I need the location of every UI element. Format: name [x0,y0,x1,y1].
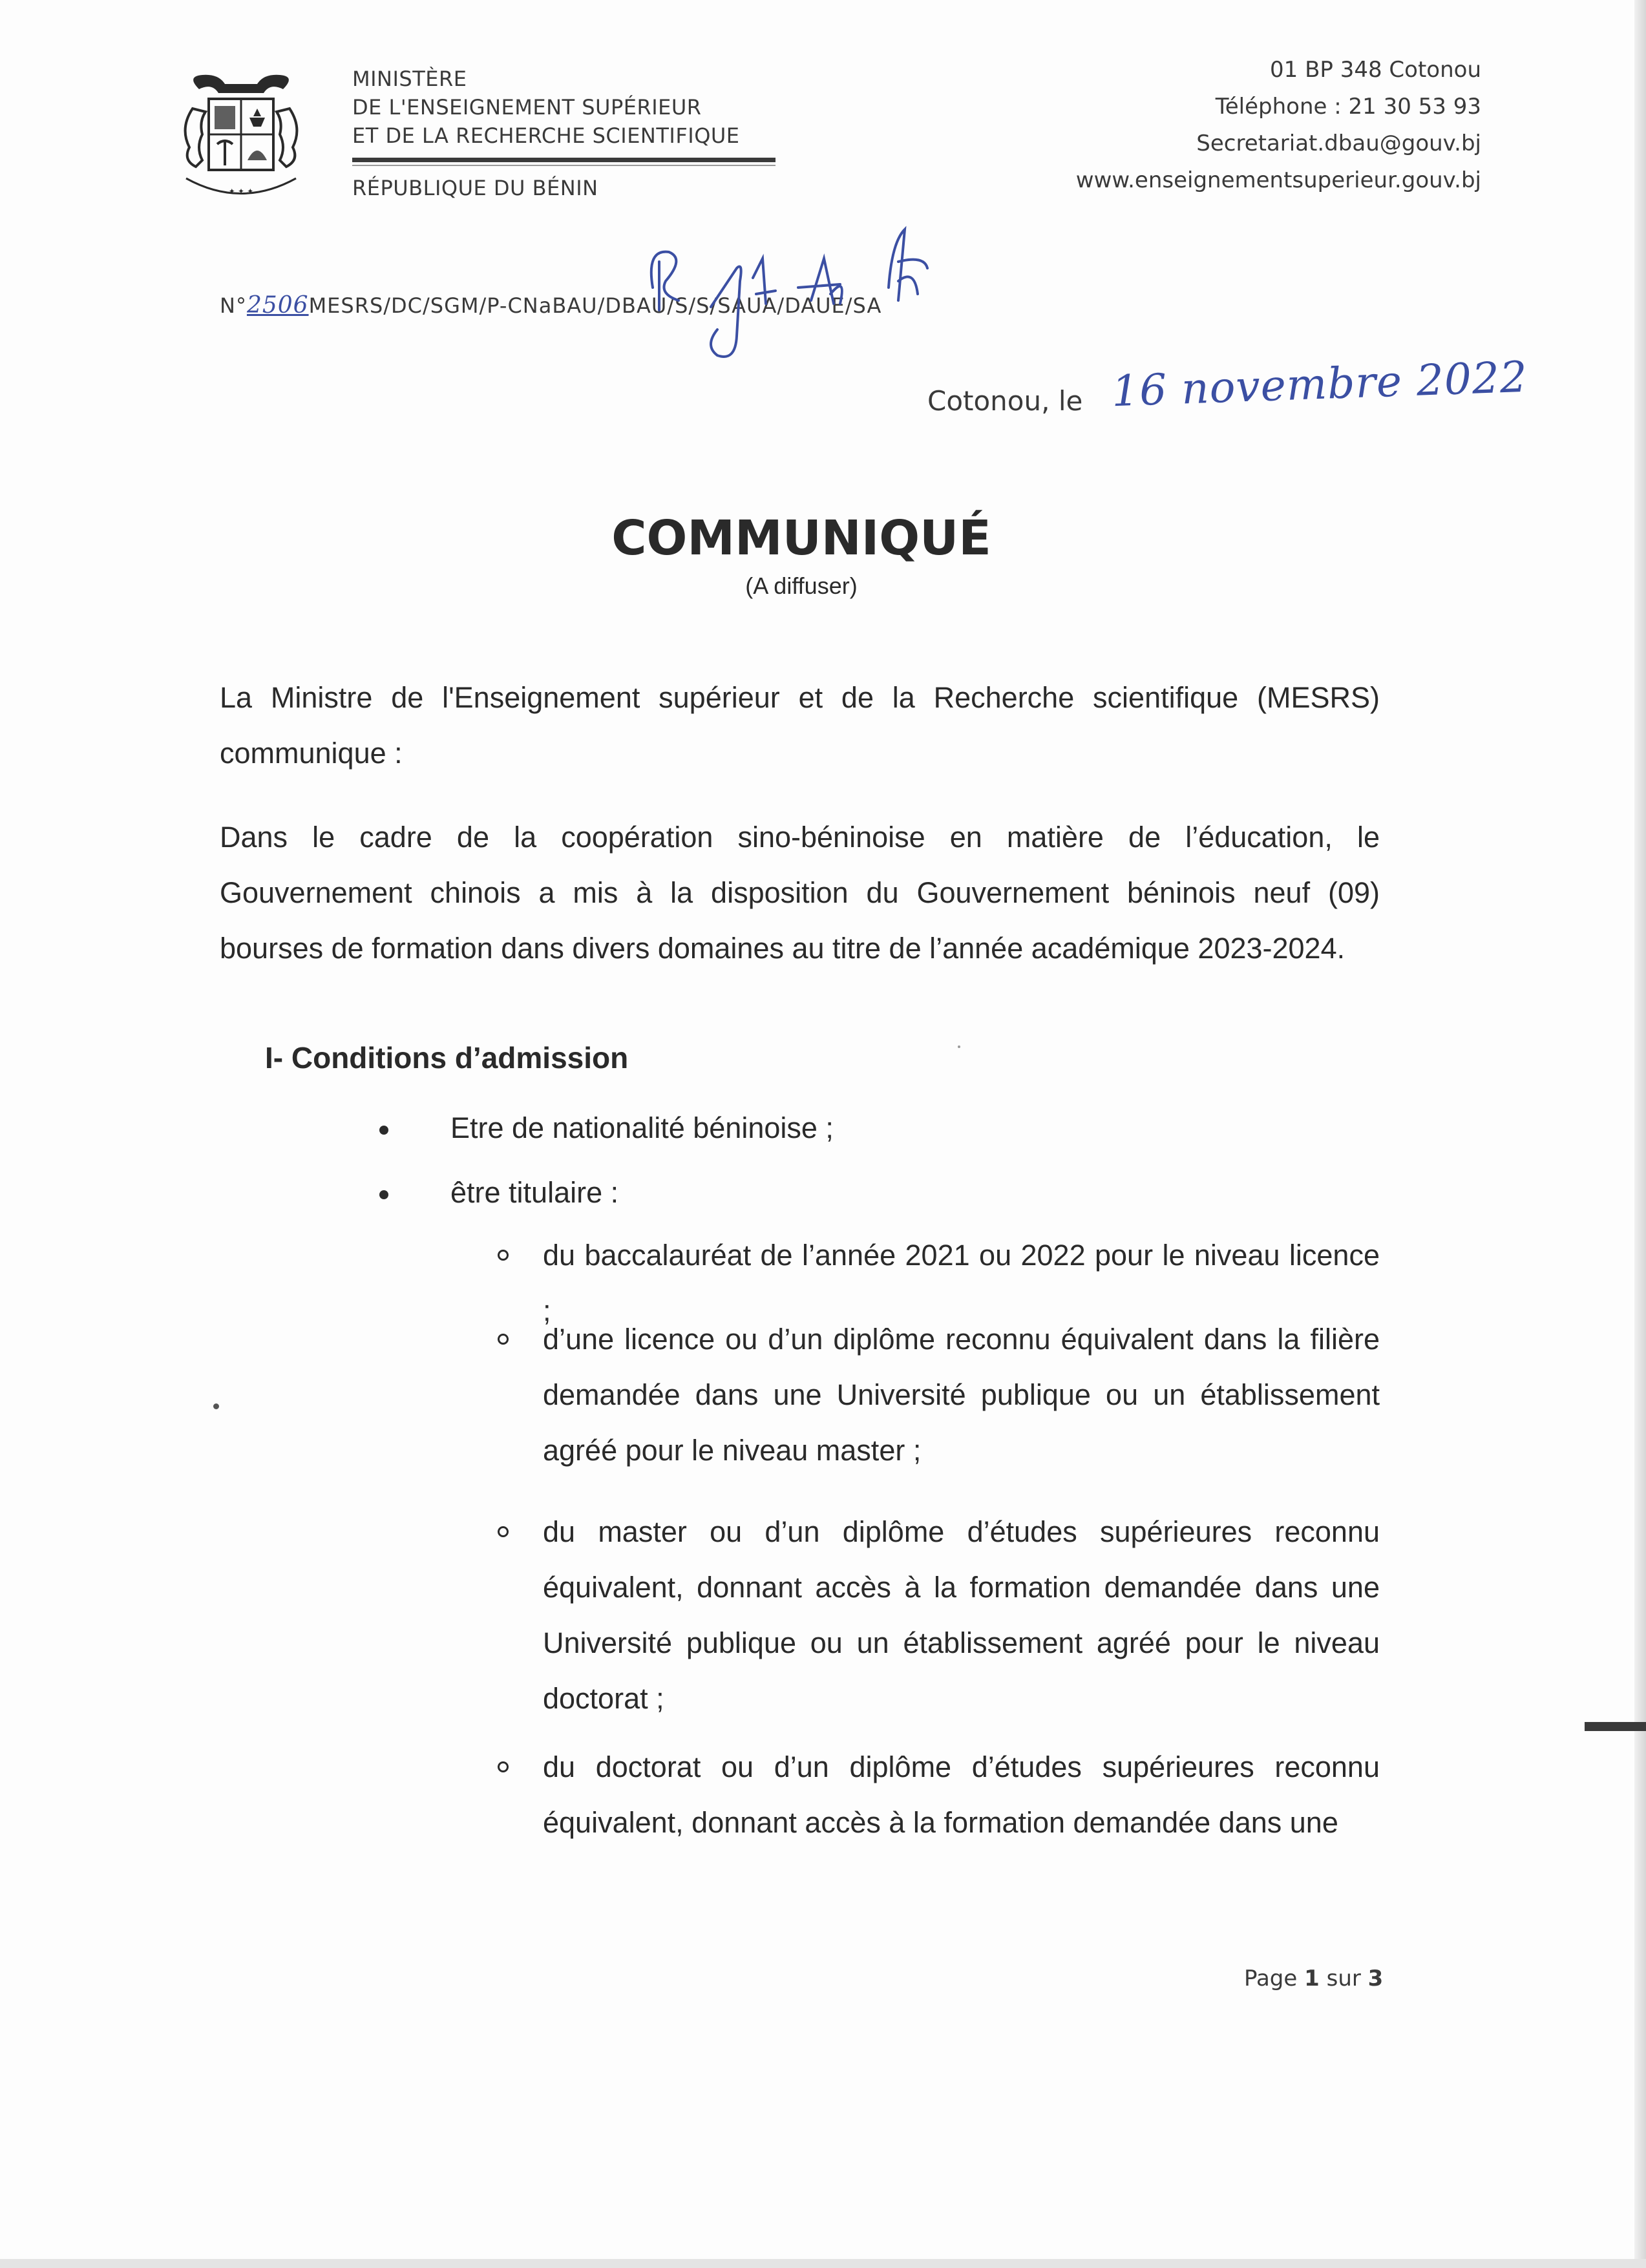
bullet-dot [379,1126,388,1135]
date-handwritten: 16 novembre 2022 [1110,352,1529,417]
contact-block [1076,52,1481,199]
header-rule [352,158,776,162]
contact-website: www.enseignementsuperieur.gouv.bj [1075,167,1481,193]
reference-code: MESRS/DC/SGM/P-CNaBAU/DBAU/S/S/SAUA/DAUE/SA [308,293,882,318]
list-item [450,1176,618,1210]
handwritten-initials [640,223,937,372]
sub-list-item [543,1739,1380,1851]
list-item-text: être titulaire : [450,1176,619,1209]
page-total: 3 [1367,1966,1384,1991]
circle-bullet [498,1761,509,1772]
contact-email: Secretariat.dbau@gouv.bj [1196,131,1481,156]
sub-list-item [543,1312,1380,1478]
bullet-dot [379,1190,388,1199]
ministry-line: MINISTÈRE [352,67,467,91]
circle-bullet [498,1250,509,1261]
republic-name: RÉPUBLIQUE DU BÉNIN [352,176,598,200]
scan-edge-bottom [0,2259,1646,2268]
sub-list-item-text: d’une licence ou d’un diplôme reconnu équivalent dans la filière demandée dans une Université publique ou un établissement agréé pour le niveau master ; [543,1323,1380,1467]
sub-list-item-text: du master ou d’un diplôme d’études supérieures reconnu équivalent, donnant accès à la formation demandée dans une Université publique ou un établissement agréé pour le niveau doctorat ; [543,1515,1380,1715]
contact-phone: Téléphone : 21 30 53 93 [1215,94,1481,120]
circle-bullet [498,1526,509,1537]
scan-edge-right [1634,0,1646,2268]
paragraph: Dans le cadre de la coopération sino-béninoise en matière de l’éducation, le Gouvernement chinois a mis à la disposition du Gouvernement béninois neuf (09) bourses de formation dans divers domaines au titre de l’année académique 2023-2024. [220,821,1380,965]
list-item [450,1111,834,1145]
circle-bullet [498,1334,509,1345]
sub-list-item-text: du baccalauréat de l’année 2021 ou 2022 pour le niveau licence ; [543,1239,1380,1327]
date-prefix: Cotonou, le [927,385,1083,417]
page-current: 1 [1304,1966,1320,1991]
coat-of-arms-emblem [173,70,309,207]
ministry-line: DE L'ENSEIGNEMENT SUPÉRIEUR [352,95,702,120]
sub-list-item [543,1504,1380,1727]
paragraph: La Ministre de l'Enseignement supérieur et de la Recherche scientifique (MESRS) communique : [220,681,1380,770]
list-item-text: Etre de nationalité béninoise ; [450,1111,834,1144]
contact-address: 01 BP 348 Cotonou [1270,57,1481,83]
document-subtitle: (A diffuser) [745,572,858,599]
scan-mark [1585,1722,1646,1731]
reference-handwritten-number: 2506 [246,292,309,319]
ministry-line: ET DE LA RECHERCHE SCIENTIFIQUE [352,123,740,148]
ministry-name [352,65,740,150]
document-title: COMMUNIQUÉ [611,510,991,566]
scan-speck [213,1403,219,1409]
scan-speck [958,1045,960,1048]
reference-prefix: N° [220,293,247,318]
section-heading: I- Conditions d’admission [265,1041,629,1075]
page-separator: sur [1326,1966,1361,1991]
page-number [1244,1966,1383,1991]
header-rule-thin [352,165,776,166]
page-label: Page [1244,1966,1298,1991]
sub-list-item-text: du doctorat ou d’un diplôme d’études supérieures reconnu équivalent, donnant accès à la formation demandée dans une [543,1750,1380,1839]
emblem-motto: ✦ ✦ ✦ [228,187,254,196]
